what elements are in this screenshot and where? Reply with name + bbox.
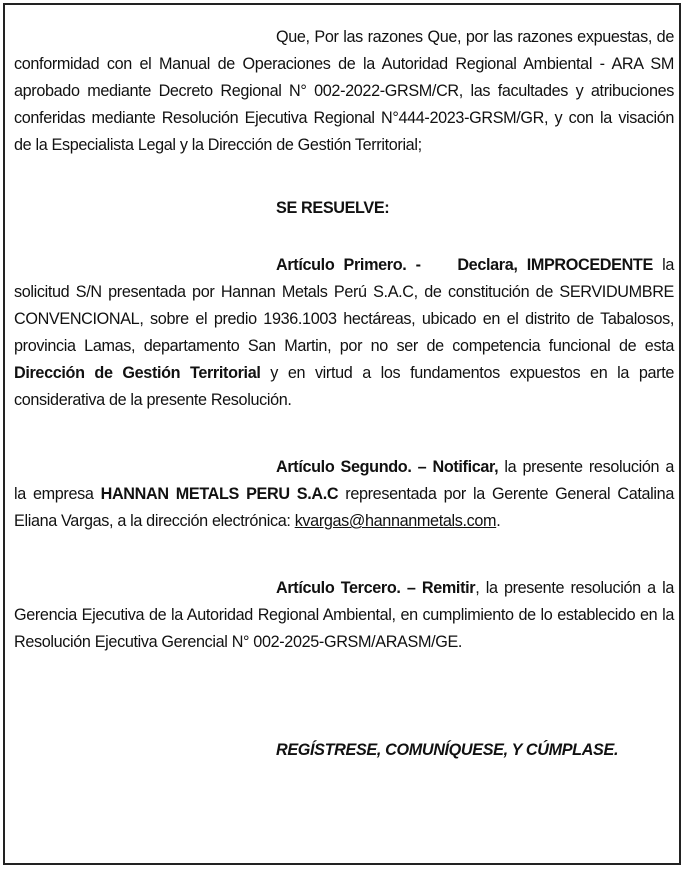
se-resuelve-heading: SE RESUELVE: bbox=[276, 199, 390, 217]
articulo-segundo-text-2: representada por la Gerente General Catalina Eliana Vargas, a la dirección electrónica: bbox=[14, 485, 674, 530]
articulo-primero-label: Artículo Primero. - bbox=[276, 256, 421, 274]
articulo-primero-entity: Dirección de Gestión Territorial bbox=[14, 364, 261, 382]
articulo-segundo-text-3: . bbox=[496, 512, 501, 530]
company-name: HANNAN METALS PERU S.A.C bbox=[100, 485, 339, 503]
articulo-segundo-text-1: la presente resolución a la empresa bbox=[14, 458, 674, 503]
articulo-segundo-paragraph bbox=[14, 454, 674, 535]
email-link[interactable]: kvargas@hannanmetals.com bbox=[294, 512, 497, 530]
considerando-text: Que, Por las razones Que, por las razones expuestas, de conformidad con el Manual de Operaciones de la Autoridad Regional Ambiental - ARA SM aprobado mediante Decreto Regional N° 002-2022-GRSM/CR, las facultades y atribuciones conferidas mediante Resolución Ejecutiva Regional N°444-2023-GRSM/GR, y con la visación de la Especialista Legal y la Dirección de Gestión Territorial; bbox=[14, 28, 674, 154]
articulo-primero-text-1: la solicitud S/N presentada por Hannan Metals Perú S.A.C, de constitución de SERVIDUMBRE CONVENCIONAL, sobre el predio 1936.1003 hectáreas, ubicado en el distrito de Tabalosos, provincia Lamas, departamento San Martin, por no ser de competencia funcional de esta bbox=[14, 256, 674, 355]
articulo-tercero-text-1: , la presente resolución a la Gerencia Ejecutiva de la Autoridad Regional Ambiental, en cumplimiento de lo establecido en la Resolución Ejecutiva Gerencial N° 002-2025-GRSM/ARASM/GE. bbox=[14, 579, 674, 651]
articulo-primero-text-2: y en virtud a los fundamentos expuestos en la parte considerativa de la presente Resolución. bbox=[14, 364, 674, 409]
articulo-primero-action: Declara, IMPROCEDENTE bbox=[457, 256, 653, 274]
articulo-primero-paragraph bbox=[14, 252, 674, 414]
articulo-tercero-paragraph bbox=[14, 575, 674, 656]
articulo-segundo-label: Artículo Segundo. – Notificar, bbox=[276, 458, 499, 476]
articulo-tercero-label: Artículo Tercero. – Remitir bbox=[276, 579, 476, 597]
resolution-body bbox=[14, 24, 674, 764]
closing-formula: REGÍSTRESE, COMUNÍQUESE, Y CÚMPLASE. bbox=[276, 741, 619, 759]
considerando-paragraph bbox=[14, 24, 674, 159]
